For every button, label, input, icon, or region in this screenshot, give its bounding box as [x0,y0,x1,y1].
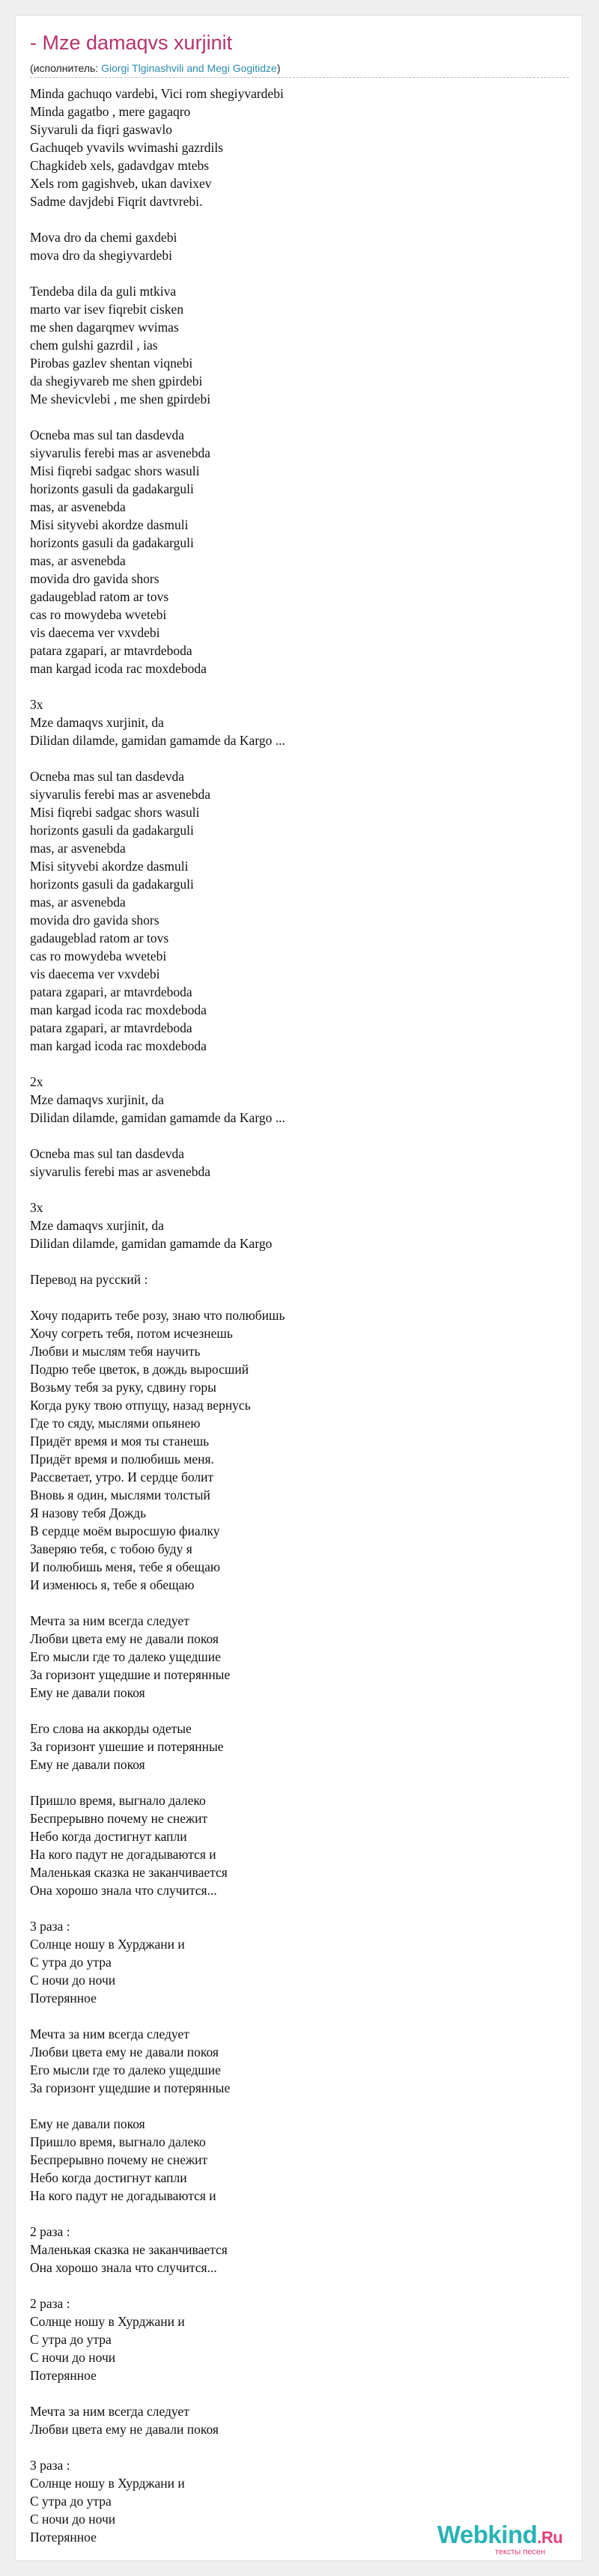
artist-suffix: ) [276,62,281,74]
artist-line [30,61,569,78]
site-logo[interactable] [437,2521,580,2558]
artist-prefix: (исполнитель: [30,62,102,74]
logo-domain-text: .Ru [537,2528,563,2547]
page-title: - Mze damaqvs xurjinit [30,31,233,54]
logo-tagline: тексты песен [495,2548,546,2557]
lyrics-text: Minda gachuqo vardebi, Vici rom shegiyvardebi Minda gagatbo , mere gagaqro Siyvaruli da fiqri gaswavlo Gachuqeb yvavils wvimashi gazrdils Chagkideb xels, gadavdgav mtebs Xels rom gagishveb, ukan davixev Sadme davjdebi Fiqrit davtvrebi. Mova dro da chemi gaxdebi mova dro da shegiyvardebi Tendeba dila da guli mtkiva marto var isev fiqrebit cisken me shen dagarqmev wvimas chem gulshi gazrdil , ias Pirobas gazlev shentan viqnebi da shegiyvareb me shen gpirdebi Me shevicvlebi , me shen gpirdebi Осneba mas sul tan dasdevda siyvarulis ferebi mas ar asvenebda Misi fiqrebi sadgac shors wasuli horizonts gasuli da gadakarguli mas, ar asvenebda Misi sityvebi akordze dasmuli horizonts gasuli da gadakarguli mas, ar asvenebda movida dro gavida shors gadaugeblad ratom ar tovs cas ro mowydeba wvetebi vis daecema ver vxvdebi patara zgapari, ar mtavrdeboda man kargad icoda rac moxdeboda 3x Mze damaqvs xurjinit, da Dilidan dilamde, gamidan gamamde da Kargo ... Осneba mas sul tan dasdevda siyvarulis ferebi mas ar asvenebda Misi fiqrebi sadgac shors wasuli horizonts gasuli da gadakarguli mas, ar asvenebda Misi sityvebi akordze dasmuli horizonts gasuli da gadakarguli mas, ar asvenebda movida dro gavida shors gadaugeblad ratom ar tovs cas ro mowydeba wvetebi vis daecema ver vxvdebi patara zgapari, ar mtavrdeboda man kargad icoda rac moxdeboda patara zgapari, ar mtavrdeboda man kargad icoda rac moxdeboda 2x Mze damaqvs xurjinit, da Dilidan dilamde, gamidan gamamde da Kargo ... Осneba mas sul tan dasdevda siyvarulis ferebi mas ar asvenebda 3x Mze damaqvs xurjinit, da Dilidan dilamde, gamidan gamamde da Kargo Перевод на русский : Хочу подарить тебе розу, знаю что полюбишь Хочу согреть тебя, потом исчезнешь Любви и мыслям тебя научить Подрю тебе цветок, в дождь выросший Возьму тебя за руку, сдвину горы Когда руку твою отпущу, назад вернусь Где то сяду, мыслями опьянею Придёт время и моя ты станешь Придёт время и полюбишь меня. Рассветает, утро. И сердце болит Вновь я один, мыслями толстый Я назову тебя Дождь В сердце моём выросшую фиалку Заверяю тебя, с тобою буду я И полюбишь меня, тебе я обещаю И изменюсь я, тебе я обещаю Мечта за ним всегда следует Любви цвета ему не давали покоя Его мысли где то далеко ущедшие За горизонт ущедшие и потерянные Ему не давали покоя Его слова на аккорды одетые За горизонт ушешие и потерянные Ему не давали покоя Пришло время, выгнало далеко Беспрерывно почему не снежит Небо когда достигнут капли На кого падут не догадываются и Маленькая сказка не заканчивается Она хорошо знала что случится... 3 раза : Солнце ношу в Хурджани и С утра до утра С ночи до ночи Потерянное Мечта за ним всегда следует Любви цвета ему не давали покоя Его мысли где то далеко ущедшие За горизонт ущедшие и потерянные Ему не давали покоя Пришло время, выгнало далеко Беспрерывно почему не снежит Небо когда достигнут капли На кого падут не догадываются и 2 раза : Маленькая сказка не заканчивается Она хорошо знала что случится... 2 раза : Солнце ношу в Хурджани и С утра до утра С ночи до ночи Потерянное Мечта за ним всегда следует Любви цвета ему не давали покоя 3 раза : Солнце ношу в Хурджани и С утра до утра С ночи до ночи Потерянное [30,86,285,2545]
lyrics-card [15,15,583,2561]
artist-link[interactable]: Giorgi Tlginashvili and Megi Gogitidze [101,62,277,74]
logo-main-text: Webkind [437,2521,538,2548]
